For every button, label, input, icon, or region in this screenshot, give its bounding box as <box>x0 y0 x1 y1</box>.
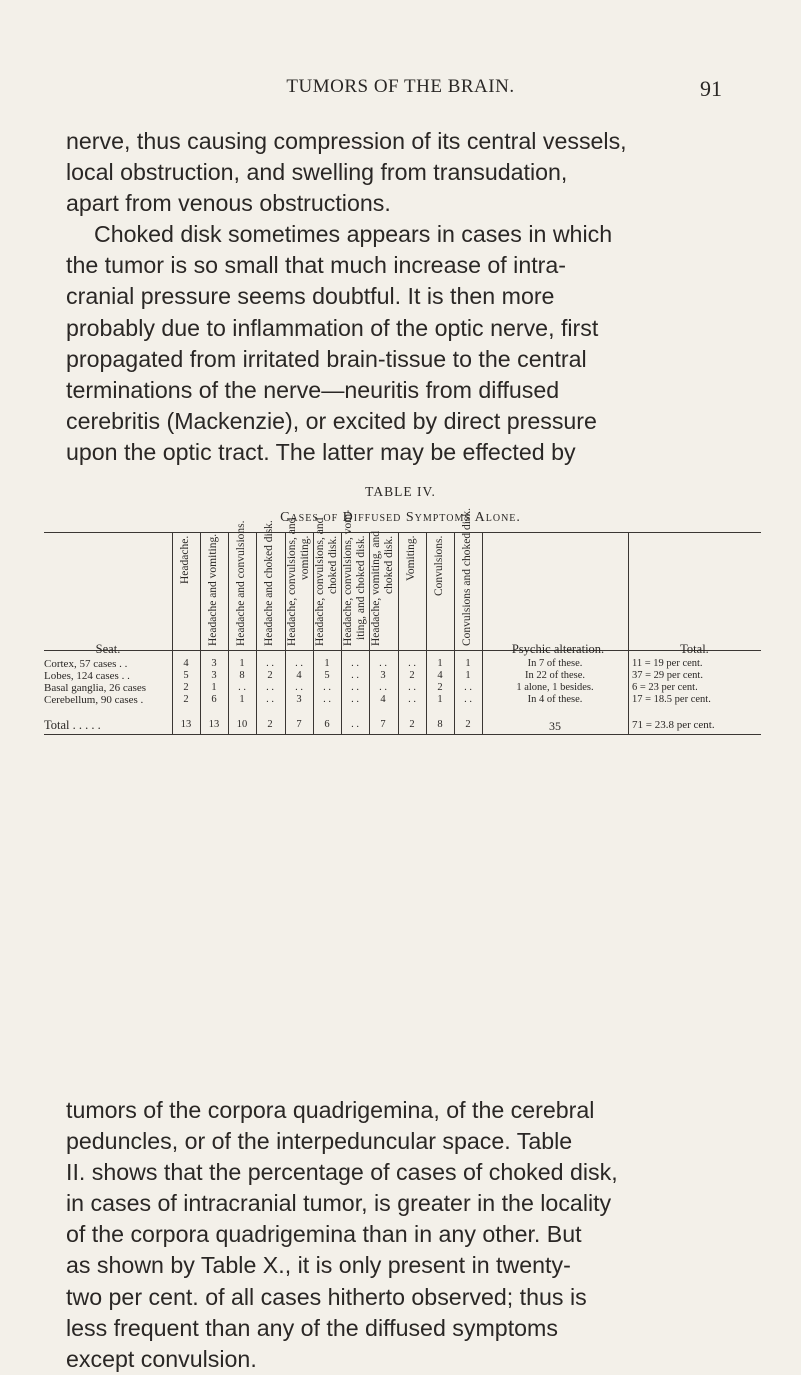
text-line: terminations of the nerve—neuritis from diffused <box>66 376 560 403</box>
row-seat-label: Lobes, 124 cases . . <box>44 670 130 682</box>
text-line: local obstruction, and swelling from transudation, <box>66 159 568 186</box>
running-title: TUMORS OF THE BRAIN. <box>286 76 515 97</box>
column-header-line: Convulsions. <box>433 536 445 597</box>
table-cell: . . <box>379 682 387 693</box>
text-line: propagated from irritated brain-tissue to the central <box>66 345 587 372</box>
table-cell: . . <box>351 670 359 681</box>
table-cell: . . <box>408 682 416 693</box>
total-row-cell: 13 <box>180 719 192 730</box>
table-cell: 4 <box>380 694 386 705</box>
text-line: upon the optic tract. The latter may be effected by <box>66 438 576 465</box>
total-row-psychic: 35 <box>549 719 561 733</box>
table-cell: 3 <box>211 658 217 669</box>
total-row-cell: 7 <box>380 719 386 730</box>
text-line: cranial pressure seems doubtful. It is then more <box>66 283 555 310</box>
table-cell: 1 <box>239 658 245 669</box>
column-header-psychic: Psychic alteration. <box>511 642 605 656</box>
column-header-7 <box>342 509 368 646</box>
table-cell: 4 <box>296 670 302 681</box>
text-line: except convulsion. <box>66 1345 257 1372</box>
table-cell: 1 <box>437 658 443 669</box>
text-line: as shown by Table X., it is only present in twenty- <box>66 1252 571 1279</box>
total-cell: 37 = 29 per cent. <box>632 670 703 681</box>
text-line: tumors of the corpora quadrigemina, of the cerebral <box>66 1097 595 1123</box>
table-cell: . . <box>464 694 472 705</box>
table-cell: 5 <box>183 670 189 681</box>
text-line: II. shows that the percentage of cases of choked disk, <box>66 1159 618 1186</box>
psychic-cell: In 22 of these. <box>524 670 586 681</box>
text-line: Choked disk sometimes appears in cases in which <box>94 221 613 248</box>
column-header-total: Total. <box>680 642 709 656</box>
total-row-cell: . . <box>351 719 359 730</box>
column-header-11 <box>461 508 474 646</box>
row-seat-label: Basal ganglia, 26 cases <box>44 682 147 694</box>
table-cell: 3 <box>380 670 386 681</box>
table-top-rule <box>44 532 761 533</box>
column-header-line: iting, and choked disk. <box>355 536 367 641</box>
table-cell: 1 <box>465 670 471 681</box>
table-cell: 1 <box>211 682 217 693</box>
psychic-cell: 1 alone, 1 besides. <box>516 682 594 693</box>
table-cell: 2 <box>267 670 273 681</box>
table-cell: . . <box>379 658 387 669</box>
column-divider <box>628 533 629 734</box>
table-cell: 8 <box>239 670 245 681</box>
column-header-line: Headache and convulsions. <box>235 520 247 646</box>
column-header-5 <box>286 517 312 646</box>
total-row-cell: 7 <box>296 719 302 730</box>
text-line: less frequent than any of the diffused symptoms <box>66 1314 558 1341</box>
column-header-line: choked disk. <box>327 536 339 595</box>
table-cell: 4 <box>183 658 189 669</box>
table-cell: . . <box>295 658 303 669</box>
psychic-cell: In 4 of these. <box>527 694 583 705</box>
column-header-seat: Seat. <box>95 642 121 656</box>
total-cell: 6 = 23 per cent. <box>632 682 698 693</box>
table-cell: 2 <box>437 682 443 693</box>
total-row-cell: 2 <box>267 719 273 730</box>
column-header-line: Headache, convulsions, and <box>314 517 326 646</box>
total-row-cell: 2 <box>409 719 415 730</box>
body-paragraph-top <box>66 126 736 468</box>
total-row-cell: 2 <box>465 719 471 730</box>
table-cell: . . <box>266 694 274 705</box>
column-header-line: Convulsions and choked disk. <box>461 508 473 646</box>
total-row-cell: 13 <box>208 719 220 730</box>
table-cell: . . <box>295 682 303 693</box>
table-cell: . . <box>408 658 416 669</box>
psychic-cell: In 7 of these. <box>527 658 583 669</box>
table-cell: 2 <box>183 682 189 693</box>
table-cell: 4 <box>437 670 443 681</box>
table-cell: . . <box>323 682 331 693</box>
table-cell: 1 <box>324 658 330 669</box>
total-row-cell: 8 <box>437 719 443 730</box>
table-cell: . . <box>464 682 472 693</box>
column-header-line: Headache and choked disk. <box>263 520 275 646</box>
body-paragraph-bottom <box>66 1095 736 1375</box>
total-row-cell: 6 <box>324 719 330 730</box>
column-header-3 <box>235 520 248 646</box>
column-header-line: Headache, convulsions, vom- <box>342 509 354 646</box>
column-header-9 <box>405 536 418 646</box>
column-header-2 <box>207 533 220 646</box>
text-line: two per cent. of all cases hitherto observed; thus is <box>66 1283 587 1310</box>
table-bottom-rule <box>44 734 761 735</box>
table-cell: 6 <box>211 694 217 705</box>
table-cell: . . <box>323 694 331 705</box>
text-line: probably due to inflammation of the optic nerve, first <box>66 314 599 341</box>
table-cell: 2 <box>183 694 189 705</box>
table-cell: 2 <box>409 670 415 681</box>
page-number: 91 <box>700 76 722 101</box>
total-row-total: 71 = 23.8 per cent. <box>632 719 715 731</box>
text-line: of the corpora quadrigemina than in any other. But <box>66 1221 582 1248</box>
table-cell: 5 <box>324 670 330 681</box>
table-cell: 1 <box>239 694 245 705</box>
table-cell: . . <box>266 682 274 693</box>
table-cell: 3 <box>211 670 217 681</box>
column-header-line: Headache, convulsions, and <box>286 517 298 646</box>
total-cell: 11 = 19 per cent. <box>632 658 703 669</box>
column-header-1 <box>179 536 192 646</box>
column-header-line: Headache, vomiting, and <box>370 531 382 646</box>
column-header-line: choked disk. <box>383 536 395 595</box>
total-cell: 17 = 18.5 per cent. <box>632 694 711 705</box>
table-cell: 1 <box>437 694 443 705</box>
text-line: cerebritis (Mackenzie), or excited by direct pressure <box>66 407 597 434</box>
column-header-8 <box>370 531 396 646</box>
text-line: nerve, thus causing compression of its central vessels, <box>66 128 627 154</box>
table-cell: 1 <box>465 658 471 669</box>
table-cell: 3 <box>296 694 302 705</box>
column-header-line: Headache and vomiting. <box>207 533 219 646</box>
total-row-cell: 10 <box>236 719 248 730</box>
table-cell: . . <box>266 658 274 669</box>
text-line: the tumor is so small that much increase of intra- <box>66 252 567 279</box>
text-line: in cases of intracranial tumor, is greater in the locality <box>66 1190 612 1217</box>
table-cell: . . <box>351 658 359 669</box>
column-header-6 <box>314 517 340 646</box>
column-header-line: Headache. <box>179 536 191 585</box>
page-header <box>0 76 801 106</box>
row-seat-label: Cerebellum, 90 cases . <box>44 694 144 706</box>
table-label: TABLE IV. <box>365 484 436 499</box>
row-seat-label: Cortex, 57 cases . . <box>44 658 128 670</box>
total-row-label: Total . . . . . <box>44 718 101 732</box>
column-header-line: Vomiting. <box>405 536 417 582</box>
table-cell: . . <box>238 682 246 693</box>
text-line: peduncles, or of the interpeduncular space. Table <box>66 1128 573 1155</box>
table-cell: . . <box>351 694 359 705</box>
text-line: apart from venous obstructions. <box>66 190 391 217</box>
column-header-4 <box>263 520 276 646</box>
table-title: Cases of Diffused Symptoms Alone. <box>280 510 521 525</box>
table-cell: . . <box>351 682 359 693</box>
table-cell: . . <box>408 694 416 705</box>
column-header-line: vomiting. <box>299 536 311 581</box>
column-header-10 <box>433 536 446 646</box>
